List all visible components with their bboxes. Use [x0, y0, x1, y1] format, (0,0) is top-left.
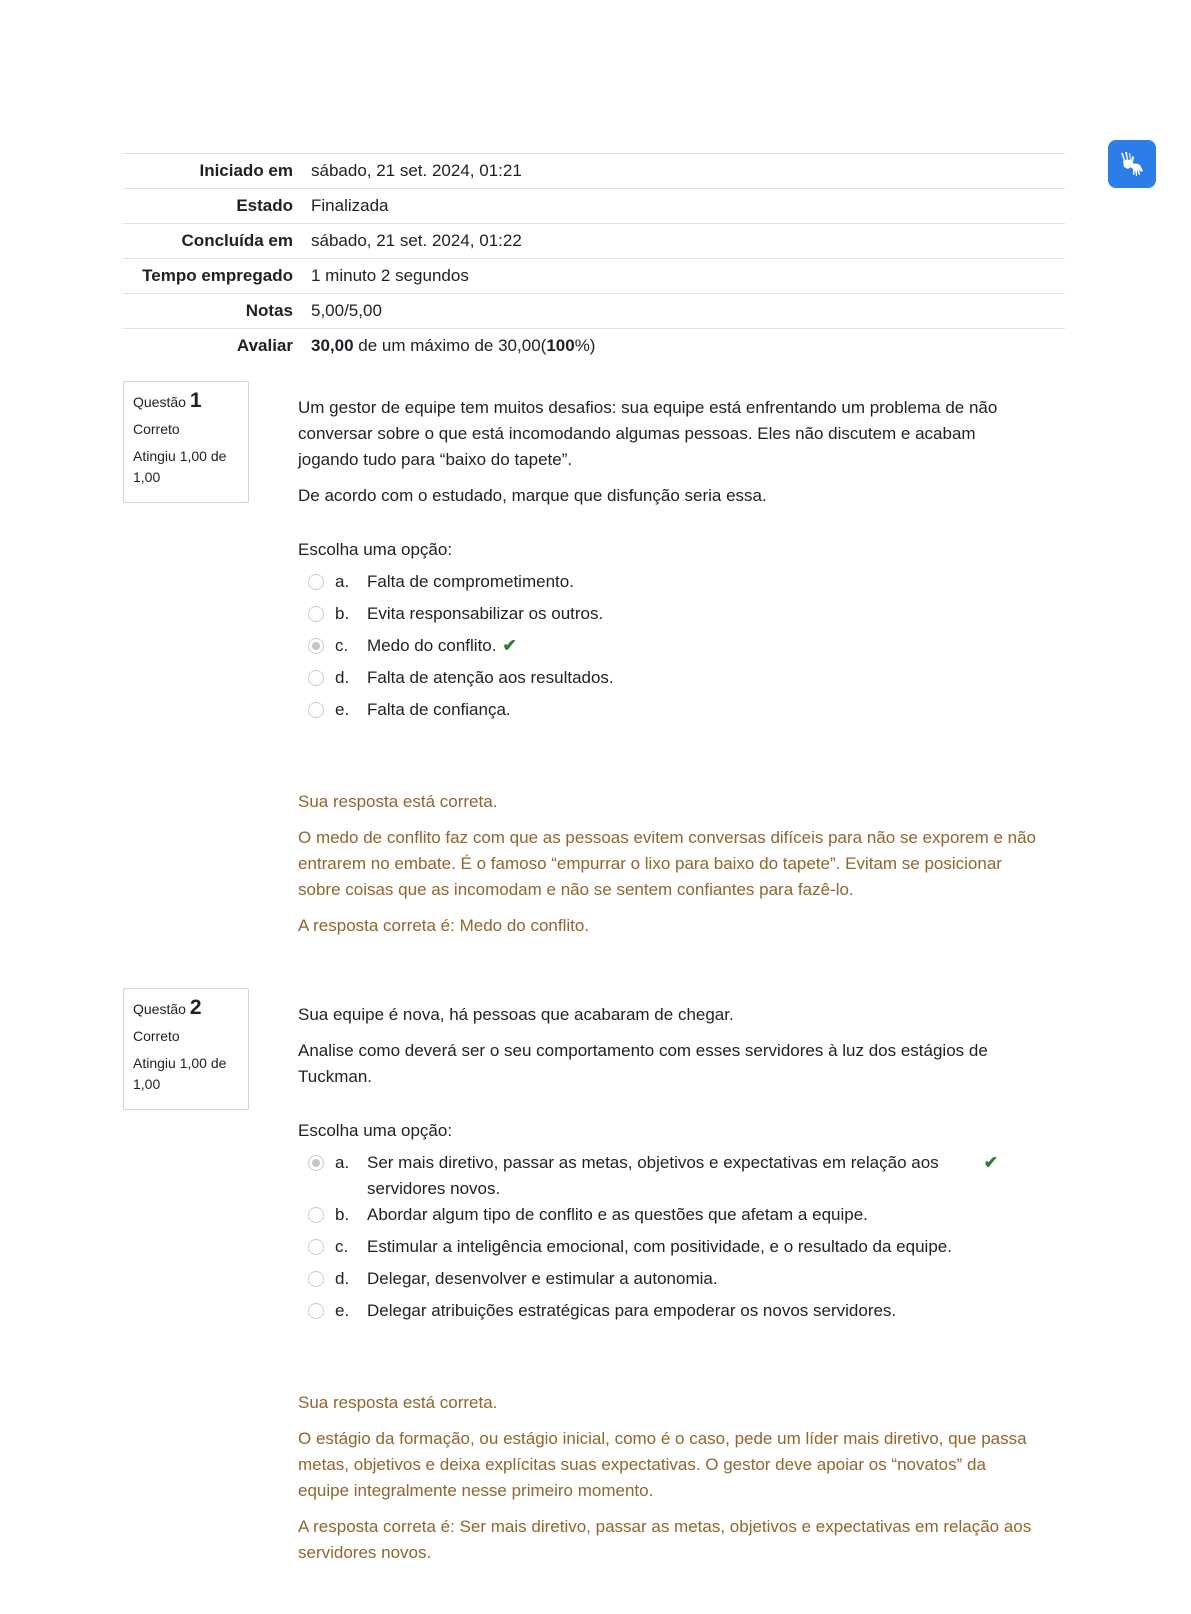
summary-row-time: Tempo empregado 1 minuto 2 segundos	[123, 259, 1065, 294]
question-label: Questão	[133, 394, 186, 410]
feedback-text: A resposta correta é: Ser mais diretivo, passar as metas, objetivos e expectativas em relação aos servidores novos.	[298, 1517, 1032, 1562]
option-text: Delegar, desenvolver e estimular a autonomia.	[367, 1269, 718, 1288]
option-letter: e.	[335, 700, 350, 719]
question-mark: Atingiu 1,00 de 1,00	[133, 448, 227, 485]
correct-check-icon: ✔	[502, 636, 517, 655]
answer-option[interactable]	[308, 1150, 1038, 1202]
question-text: Analise como deverá ser o seu comportamento com esses servidores à luz dos estágios de Tuckman.	[298, 1041, 988, 1086]
accessibility-button[interactable]	[1108, 140, 1156, 188]
grade-percent: 100	[546, 336, 575, 355]
option-letter: a.	[335, 572, 350, 591]
radio-button[interactable]	[308, 574, 324, 590]
feedback-text: O estágio da formação, ou estágio inicial, como é o caso, pede um líder mais diretivo, que passa metas, objetivos e deixa explícitas suas expectativas. O gestor deve apoiar os “novatos” da equipe integralmente nesse primeiro momento.	[298, 1429, 1027, 1500]
option-letter: a.	[335, 1153, 350, 1172]
answer-option[interactable]	[308, 1266, 1038, 1298]
correct-check-icon: ✔	[983, 1153, 998, 1172]
radio-button[interactable]	[308, 1239, 324, 1255]
option-text: Estimular a inteligência emocional, com positividade, e o resultado da equipe.	[367, 1237, 952, 1256]
option-letter: d.	[335, 668, 350, 687]
option-text: Abordar algum tipo de conflito e as questões que afetam a equipe.	[367, 1205, 868, 1224]
answer-option[interactable]	[308, 1298, 1038, 1330]
question-text: Sua equipe é nova, há pessoas que acabaram de chegar.	[298, 1005, 734, 1024]
option-text: Falta de confiança.	[367, 700, 511, 719]
sign-language-icon	[1117, 149, 1147, 179]
summary-row-started: Iniciado em sábado, 21 set. 2024, 01:21	[123, 154, 1065, 189]
radio-button[interactable]	[308, 670, 324, 686]
answer-prompt: Escolha uma opção:	[298, 540, 453, 559]
question-mark: Atingiu 1,00 de 1,00	[133, 1055, 227, 1092]
question-info	[123, 988, 249, 1110]
answer-option[interactable]	[308, 569, 1038, 601]
question-number: 1	[189, 389, 202, 412]
feedback-text: O medo de conflito faz com que as pessoas evitem conversas difíceis para não se exporem e não entrarem no embate. É o famoso “empurrar o lixo para baixo do tapete”. Evitam se posicionar sobre coisas que as incomodam e não se sentem confiantes para fazê-lo.	[298, 828, 1037, 899]
option-text: Ser mais diretivo, passar as metas, objetivos e expectativas em relação aos servidores novos.	[367, 1153, 939, 1198]
option-letter: b.	[335, 604, 350, 623]
question-text: Um gestor de equipe tem muitos desafios: sua equipe está enfrentando um problema de não conversar sobre o que está incomodando algumas pessoas. Eles não discutem e acabam jogando tudo para “baixo do tapete”.	[298, 398, 998, 469]
answer-option[interactable]	[308, 665, 1038, 697]
answer-prompt: Escolha uma opção:	[298, 1121, 453, 1140]
answer-option[interactable]	[308, 601, 1038, 633]
feedback	[298, 789, 1038, 939]
option-text: Delegar atribuições estratégicas para empoderar os novos servidores.	[367, 1301, 897, 1320]
feedback-text: A resposta correta é: Medo do conflito.	[298, 916, 590, 935]
answer-option[interactable]	[308, 633, 1038, 665]
grade-value: 30,00	[311, 336, 354, 355]
option-letter: b.	[335, 1205, 350, 1224]
radio-button[interactable]	[308, 1155, 324, 1171]
summary-row-completed: Concluída em sábado, 21 set. 2024, 01:22	[123, 224, 1065, 259]
question-state: Correto	[133, 421, 180, 437]
radio-button[interactable]	[308, 638, 324, 654]
option-text: Falta de atenção aos resultados.	[367, 668, 614, 687]
answer-option[interactable]	[308, 1202, 1038, 1234]
question-number: 2	[189, 996, 202, 1019]
question-info	[123, 381, 249, 503]
option-letter: d.	[335, 1269, 350, 1288]
question-text: De acordo com o estudado, marque que disfunção seria essa.	[298, 486, 767, 505]
question-content	[298, 395, 1038, 949]
radio-button[interactable]	[308, 1303, 324, 1319]
feedback-text: Sua resposta está correta.	[298, 792, 498, 811]
option-text: Medo do conflito.	[367, 636, 497, 655]
option-text: Evita responsabilizar os outros.	[367, 604, 604, 623]
answer-option[interactable]	[308, 1234, 1038, 1266]
option-text: Falta de comprometimento.	[367, 572, 574, 591]
option-letter: c.	[335, 1237, 349, 1256]
radio-button[interactable]	[308, 1207, 324, 1223]
question-label: Questão	[133, 1001, 186, 1017]
question-state: Correto	[133, 1028, 180, 1044]
attempt-summary	[123, 153, 1065, 363]
summary-row-marks: Notas 5,00/5,00	[123, 294, 1065, 329]
question-content	[298, 1002, 1038, 1576]
radio-button[interactable]	[308, 1271, 324, 1287]
feedback-text: Sua resposta está correta.	[298, 1393, 498, 1412]
feedback	[298, 1390, 1038, 1566]
answer-option[interactable]	[308, 697, 1038, 729]
summary-row-grade: Avaliar 30,00 de um máximo de 30,00(100%)	[123, 329, 1065, 364]
radio-button[interactable]	[308, 702, 324, 718]
option-letter: e.	[335, 1301, 350, 1320]
option-letter: c.	[335, 636, 349, 655]
summary-row-state: Estado Finalizada	[123, 189, 1065, 224]
radio-button[interactable]	[308, 606, 324, 622]
